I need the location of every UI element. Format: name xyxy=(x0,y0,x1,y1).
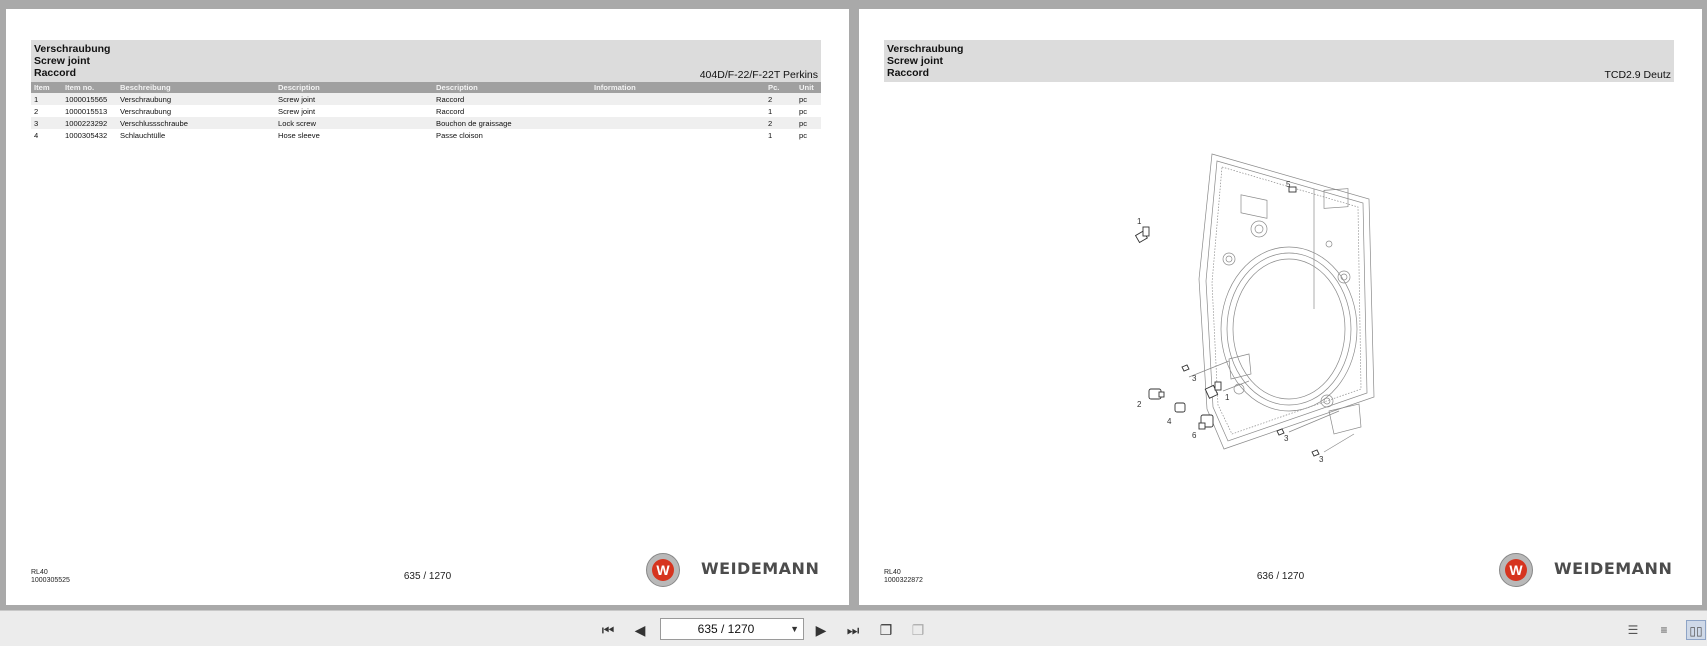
col-header: Pc. xyxy=(765,82,796,93)
table-row xyxy=(31,117,821,129)
weidemann-logo-icon: W xyxy=(646,553,680,587)
section-title xyxy=(34,43,110,79)
page-indicator-value: 635 / 1270 xyxy=(697,622,755,636)
section-title xyxy=(887,43,963,79)
title-line: Verschraubung xyxy=(34,43,111,55)
model-label: TCD2.9 Deutz xyxy=(1604,69,1671,81)
continuous-view-icon[interactable]: ≡ xyxy=(1660,623,1668,637)
col-header: Information xyxy=(591,82,765,93)
last-page-icon[interactable]: ⏭ xyxy=(846,622,860,638)
weidemann-logo-icon: W xyxy=(1499,553,1533,587)
cell: Lock screw xyxy=(275,117,433,129)
cell: Raccord xyxy=(436,106,465,116)
fitting-3a xyxy=(1182,365,1189,371)
cell: Passe cloison xyxy=(436,130,483,140)
cell: pc xyxy=(799,130,808,140)
callout-1: 1 xyxy=(1225,393,1230,402)
section-header xyxy=(884,40,1674,82)
cell: Schlauchtülle xyxy=(120,130,166,140)
copy-icon[interactable]: ❐ xyxy=(879,622,893,638)
callout-3: 3 xyxy=(1192,374,1197,383)
footer-code: RL40 xyxy=(884,569,901,576)
first-page-icon[interactable]: ⏮ xyxy=(601,622,615,638)
cell: Verschraubung xyxy=(120,106,172,116)
cell xyxy=(591,93,765,105)
cell: 1000305432 xyxy=(65,130,108,140)
callout-1: 1 xyxy=(1137,217,1142,226)
cell xyxy=(591,105,765,117)
cell: 1000223292 xyxy=(62,117,117,129)
callout-3: 3 xyxy=(1319,455,1324,464)
prev-page-icon[interactable]: ◀ xyxy=(634,622,646,638)
brand-name: WEIDEMANN xyxy=(701,559,820,578)
cell: 1 xyxy=(31,93,62,105)
fitting-6 xyxy=(1199,415,1213,429)
section-header xyxy=(31,40,821,82)
table-header-row xyxy=(31,82,821,93)
page-indicator-input[interactable] xyxy=(660,618,804,640)
callout-4: 4 xyxy=(1167,417,1172,426)
paste-icon[interactable]: ❐ xyxy=(911,622,925,638)
title-line: Raccord xyxy=(34,67,77,79)
col-header: Beschreibung xyxy=(117,82,275,93)
right-page xyxy=(859,9,1702,605)
col-header: Description xyxy=(275,82,433,93)
cell: 4 xyxy=(34,130,39,140)
fitting-1-top xyxy=(1136,227,1149,242)
two-page-view-icon[interactable]: ▯▯ xyxy=(1686,620,1706,640)
fitting-4 xyxy=(1175,403,1185,412)
cell: 1000015565 xyxy=(62,93,117,105)
col-header: Unit xyxy=(796,82,821,93)
title-line: Screw joint xyxy=(887,55,944,67)
cell: 1000015513 xyxy=(65,106,108,116)
cell: pc xyxy=(799,106,808,116)
cell: Screw joint xyxy=(275,93,433,105)
cell: Raccord xyxy=(433,93,591,105)
brand-name: WEIDEMANN xyxy=(1554,559,1673,578)
callout-5: 5 xyxy=(1286,180,1291,189)
cell: Bouchon de graissage xyxy=(433,117,591,129)
col-header: Item no. xyxy=(62,82,117,93)
cell: 2 xyxy=(765,93,796,105)
callout-2: 2 xyxy=(1137,400,1142,409)
footer-code: 1000322872 xyxy=(884,577,923,584)
footer-code: 1000305525 xyxy=(31,577,70,584)
next-page-icon[interactable]: ▶ xyxy=(815,622,827,638)
cell: 1 xyxy=(768,130,773,140)
cell xyxy=(591,129,765,141)
cell: pc xyxy=(796,93,821,105)
single-page-view-icon[interactable]: ☰ xyxy=(1627,623,1639,637)
cell: Hose sleeve xyxy=(278,130,320,140)
table-row xyxy=(31,105,821,117)
viewer-toolbar xyxy=(0,610,1707,646)
fitting-2 xyxy=(1149,389,1164,399)
page-number: 635 / 1270 xyxy=(403,571,452,582)
exploded-parts-drawing xyxy=(1129,149,1389,489)
title-line: Verschraubung xyxy=(887,43,964,55)
table-row xyxy=(31,93,821,105)
page-number: 636 / 1270 xyxy=(1256,571,1305,582)
cell: 1 xyxy=(768,106,773,116)
cell: Screw joint xyxy=(278,106,316,116)
cell: 3 xyxy=(31,117,62,129)
cell xyxy=(591,117,765,129)
cell: pc xyxy=(796,117,821,129)
fitting-1-bottom xyxy=(1205,382,1221,398)
cell: Verschraubung xyxy=(117,93,275,105)
model-label: 404D/F-22/F-22T Perkins xyxy=(699,69,818,81)
chevron-down-icon[interactable]: ▼ xyxy=(790,624,799,634)
footer-code: RL40 xyxy=(31,569,48,576)
fitting-3c xyxy=(1312,450,1319,456)
cell: 2 xyxy=(34,106,39,116)
cell: Verschlussschraube xyxy=(117,117,275,129)
left-page xyxy=(6,9,849,605)
cell: 2 xyxy=(765,117,796,129)
col-header: Item xyxy=(31,82,62,93)
table-row xyxy=(31,129,821,141)
col-header: Description xyxy=(433,82,591,93)
parts-table xyxy=(31,82,821,141)
callout-6: 6 xyxy=(1192,431,1197,440)
callout-3: 3 xyxy=(1284,434,1289,443)
title-line: Raccord xyxy=(887,67,930,79)
title-line: Screw joint xyxy=(34,55,91,67)
